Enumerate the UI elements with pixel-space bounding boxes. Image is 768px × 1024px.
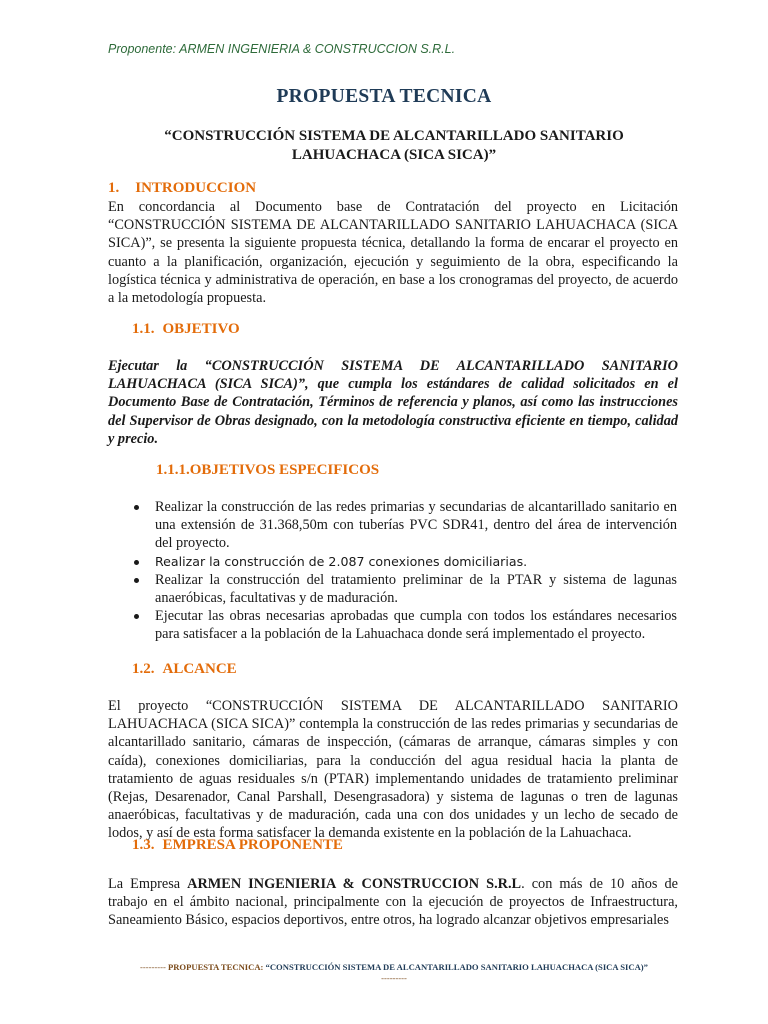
section-number: 1.3. xyxy=(132,837,155,853)
page-title: PROPUESTA TECNICA xyxy=(276,86,492,107)
footer-dots-right: --------- xyxy=(381,973,407,983)
section-number: 1. xyxy=(108,180,120,196)
intro-paragraph: En concordancia al Documento base de Contratación del proyecto en Licitación “CONSTRUCCIÓN SISTEMA DE ALCANTARILLADO SANITARIO LAHUACHACA (SICA SICA)”, se presenta la siguiente propuesta técnica, detallando la forma de encarar el proyecto en cuanto a la planificación, organización, ejecución y seguimiento de la obra, especificando la logística técnica y administrativa de operación, en base a los cronogramas del proyecto, de acuerdo a la metodología propuesta. xyxy=(108,199,678,307)
footer-project-title: “CONSTRUCCIÓN SISTEMA DE ALCANTARILLADO SANITARIO LAHUACHACA (SICA SICA)” xyxy=(265,962,648,972)
page-footer xyxy=(108,962,680,984)
section-heading-empresa-proponente xyxy=(132,837,343,854)
list-item: Realizar la construcción de las redes primarias y secundarias de alcantarillado sanitario en una extensión de 31.368,50m con tuberías PVC SDR41, dentro del área de intervención del proyecto. xyxy=(130,498,677,553)
section-number: 1.2. xyxy=(132,661,155,677)
company-name: ARMEN INGENIERIA & CONSTRUCCION S.R.L xyxy=(187,876,522,892)
section-number: 1.1.1. xyxy=(156,462,190,478)
section-title: OBJETIVO xyxy=(162,321,240,337)
list-item: Realizar la construcción de 2.087 conexiones domiciliarias. xyxy=(130,553,677,571)
project-subtitle: “CONSTRUCCIÓN SISTEMA DE ALCANTARILLADO SANITARIO LAHUACHACA (SICA SICA)” xyxy=(164,128,624,163)
section-title: INTRODUCCION xyxy=(135,180,257,196)
section-title: ALCANCE xyxy=(162,661,237,677)
section-title: OBJETIVOS ESPECIFICOS xyxy=(189,462,380,478)
section-heading-alcance xyxy=(132,661,237,678)
footer-dots-left: --------- xyxy=(140,962,166,972)
alcance-paragraph: El proyecto “CONSTRUCCIÓN SISTEMA DE ALCANTARILLADO SANITARIO LAHUACHACA (SICA SICA)” contempla la construcción de las redes primarias y secundarias de alcantarillado sanitario, cámaras de inspección, (cámaras de arranque, cámaras simples y con caída), conexiones domiciliarias, para la conducción del agua residual hacia la planta de tratamiento de aguas residuales s/n (PTAR) implementando unidades de tratamiento preliminar (Rejas, Desarenador, Canal Parshall, Desengrasadora) y sistema de lagunas o tren de lagunas anaeróbicas, facultativas y de maduración, cada una con dos unidades y un lecho de secado de lodos, y así de esta forma satisfacer la demanda existente en la población de la Lahuachaca. xyxy=(108,698,678,842)
section-heading-objetivos-especificos xyxy=(156,462,379,479)
footer-label: PROPUESTA TECNICA: xyxy=(167,962,264,972)
section-number: 1.1. xyxy=(132,321,155,337)
page-header-proponente: Proponente: ARMEN INGENIERIA & CONSTRUCCION S.R.L. xyxy=(108,42,456,56)
empresa-paragraph xyxy=(108,875,678,930)
section-heading-introduccion xyxy=(108,180,256,197)
list-item: Realizar la construcción del tratamiento preliminar de la PTAR y sistema de lagunas anaeróbicas, facultativas y de maduración. xyxy=(130,571,677,607)
section-heading-objetivo xyxy=(132,321,240,338)
section-title: EMPRESA PROPONENTE xyxy=(162,837,343,853)
empresa-text-before: La Empresa xyxy=(108,876,188,892)
objetivo-paragraph: Ejecutar la “CONSTRUCCIÓN SISTEMA DE ALCANTARILLADO SANITARIO LAHUACHACA (SICA SICA)”, que cumpla los estándares de calidad solicitados en el Documento Base de Contratación, Términos de referencia y planos, así como las instrucciones del Supervisor de Obras designado, con la metodología constructiva eficiente en tiempo, calidad y precio. xyxy=(108,358,678,447)
objetivos-especificos-list xyxy=(130,498,677,644)
empresa-text-after: . con más de 10 años de trabajo en el ámbito nacional, principalmente con la ejecución de proyectos de Infraestructura, Saneamiento Básico, espacios deportivos, entre otros, ha logrado alcanzar objetivos empresariales xyxy=(108,876,678,929)
list-item: Ejecutar las obras necesarias aprobadas que cumpla con todos los estándares necesarios para satisfacer a la población de la Lahuachaca donde será implementado el proyecto. xyxy=(130,607,677,643)
